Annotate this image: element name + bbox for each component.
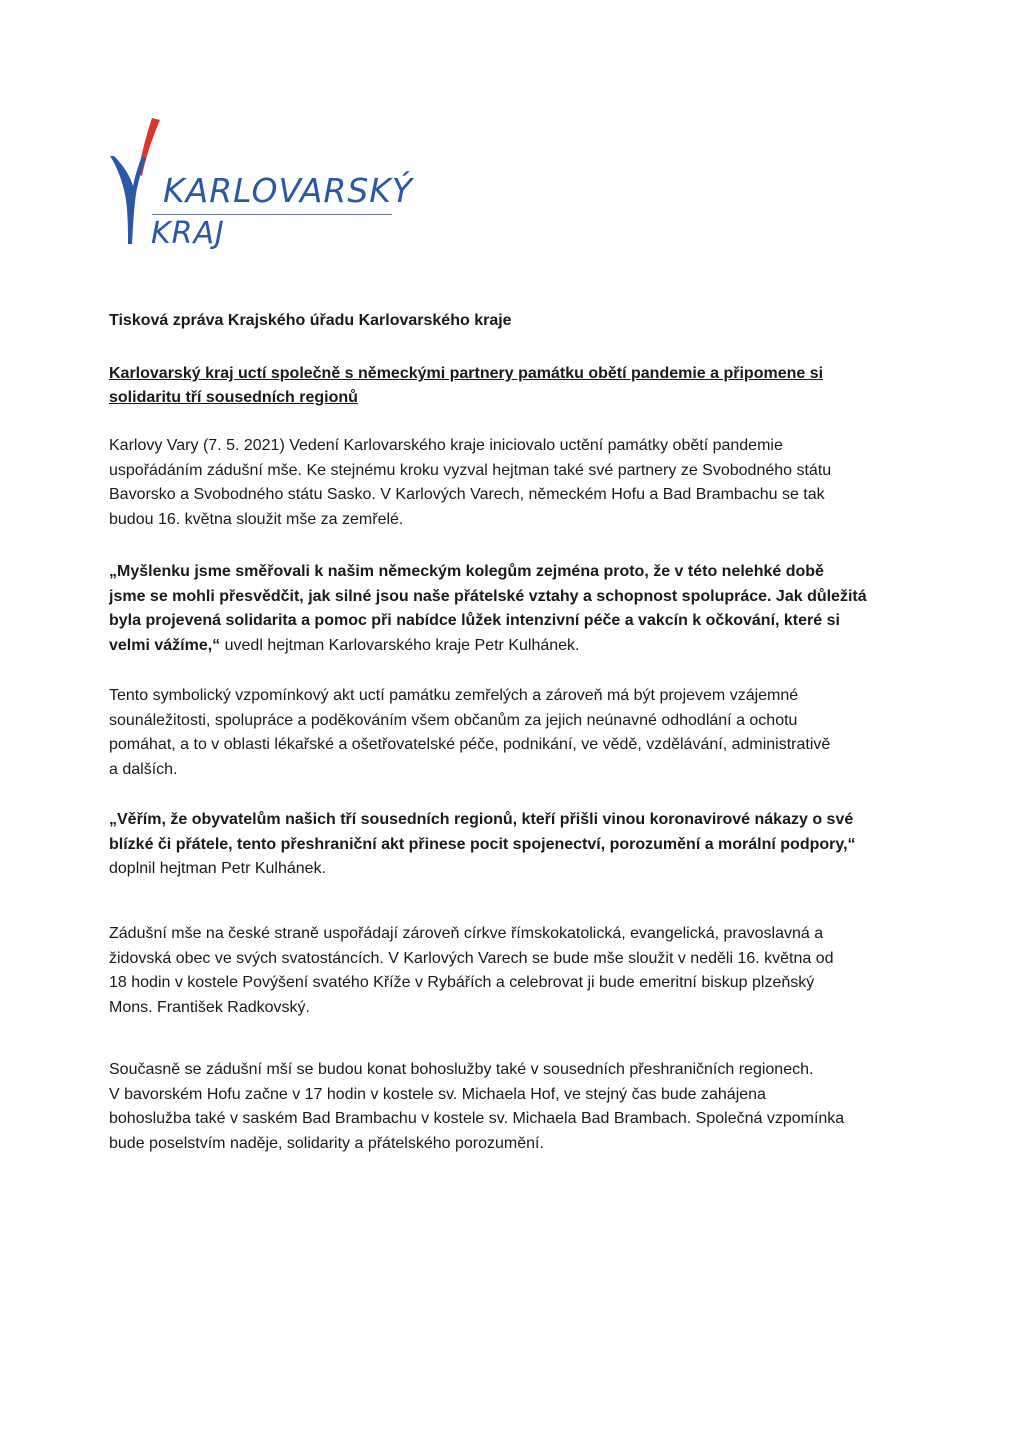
paragraph-line: Bavorsko a Svobodného státu Sasko. V Karlových Varech, německém Hofu a Bad Brambachu se tak: [109, 486, 825, 504]
paragraph-quote-1: [109, 560, 899, 658]
paragraph-line: sounáležitosti, spolupráce a poděkováním všem občanům za jejich neúnavné odhodlání a ochotu: [109, 711, 798, 729]
paragraph-line: bohoslužba také v saském Bad Brambachu v kostele sv. Michaela Bad Brambach. Společná vzpomínka: [109, 1110, 845, 1128]
paragraph-line: Mons. František Radkovský.: [109, 998, 310, 1016]
paragraph-line: bude poselstvím naděje, solidarity a přátelského porozumění.: [109, 1134, 544, 1152]
press-release-title: [109, 362, 899, 410]
quote-line: „Myšlenku jsme směřovali k našim německým kolegům zejména proto, že v této nelehké době: [109, 563, 824, 580]
quote-attribution: doplnil hejtman Petr Kulhánek.: [109, 860, 327, 878]
logo-text-kraj: KRAJ: [151, 216, 225, 251]
paragraph-line: uspořádáním zádušní mše. Ke stejnému kroku vyzval hejtman také své partnery ze Svobodného státu: [109, 461, 832, 479]
title-line-2: solidaritu tří sousedních regionů: [109, 389, 358, 406]
press-release-heading: Tisková zpráva Krajského úřadu Karlovarského kraje: [109, 312, 512, 329]
quote-line: byla projevená solidarita a pomoc při nabídce lůžek intenzivní péče a vakcín k očkování, které si: [109, 612, 840, 630]
logo-divider: [152, 214, 392, 215]
paragraph-line: pomáhat, a to v oblasti lékařské a ošetřovatelské péče, podnikání, ve vědě, vzdělávání, administrativě: [109, 736, 831, 754]
logo-text-karlovarsky: KARLOVARSKÝ: [163, 171, 414, 210]
karlovarsky-kraj-logo: [108, 116, 414, 256]
paragraph-cross-border-services: [109, 1058, 899, 1156]
paragraph-intro: [109, 434, 899, 532]
paragraph-line: Karlovy Vary (7. 5. 2021) Vedení Karlovarského kraje iniciovalo uctění památky obětí pandemie: [109, 437, 783, 454]
quote-attribution-line: [109, 634, 899, 659]
quote-line: blízké či přátele, tento přeshraniční akt přinese pocit spojenectví, porozumění a morální podpory,“: [109, 835, 856, 853]
paragraph-line: Tento symbolický vzpomínkový akt uctí památku zemřelých a zároveň má být projevem vzájemné: [109, 687, 799, 704]
paragraph-line: V bavorském Hofu začne v 17 hodin v kostele sv. Michaela Hof, ve stejný čas bude zahájena: [109, 1085, 766, 1103]
paragraph-line: Současně se zádušní mší se budou konat bohoslužby také v sousedních přeshraničních regionech.: [109, 1061, 814, 1078]
paragraph-czech-masses: [109, 922, 899, 1020]
paragraph-quote-2: [109, 808, 899, 882]
paragraph-line: budou 16. května sloužit mše za zemřelé.: [109, 510, 404, 528]
paragraph-symbolic-act: [109, 684, 899, 782]
paragraph-line: 18 hodin v kostele Povýšení svatého Kříže v Rybářích a celebrovat ji bude emeritní biskup plzeňský: [109, 974, 815, 992]
quote-line: jsme se mohli přesvědčit, jak silné jsou naše přátelské vztahy a schopnost spolupráce. Jak důležitá: [109, 587, 867, 605]
paragraph-line: Zádušní mše na české straně uspořádají zároveň církve římskokatolická, evangelická, pravoslavná a: [109, 925, 824, 942]
quote-attribution: uvedl hejtman Karlovarského kraje Petr Kulhánek.: [220, 636, 580, 654]
paragraph-line: židovská obec ve svých svatostáncích. V Karlových Varech se bude mše sloužit v neděli 16. května od: [109, 949, 834, 967]
quote-line: „Věřím, že obyvatelům našich tří sousedních regionů, kteří přišli vinou koronavirové nákazy o své: [109, 811, 854, 828]
title-line-1: Karlovarský kraj uctí společně s německými partnery památku obětí pandemie a připomene si: [109, 365, 824, 382]
quote-end: velmi vážíme,“: [109, 636, 221, 654]
paragraph-line: a dalších.: [109, 760, 178, 778]
